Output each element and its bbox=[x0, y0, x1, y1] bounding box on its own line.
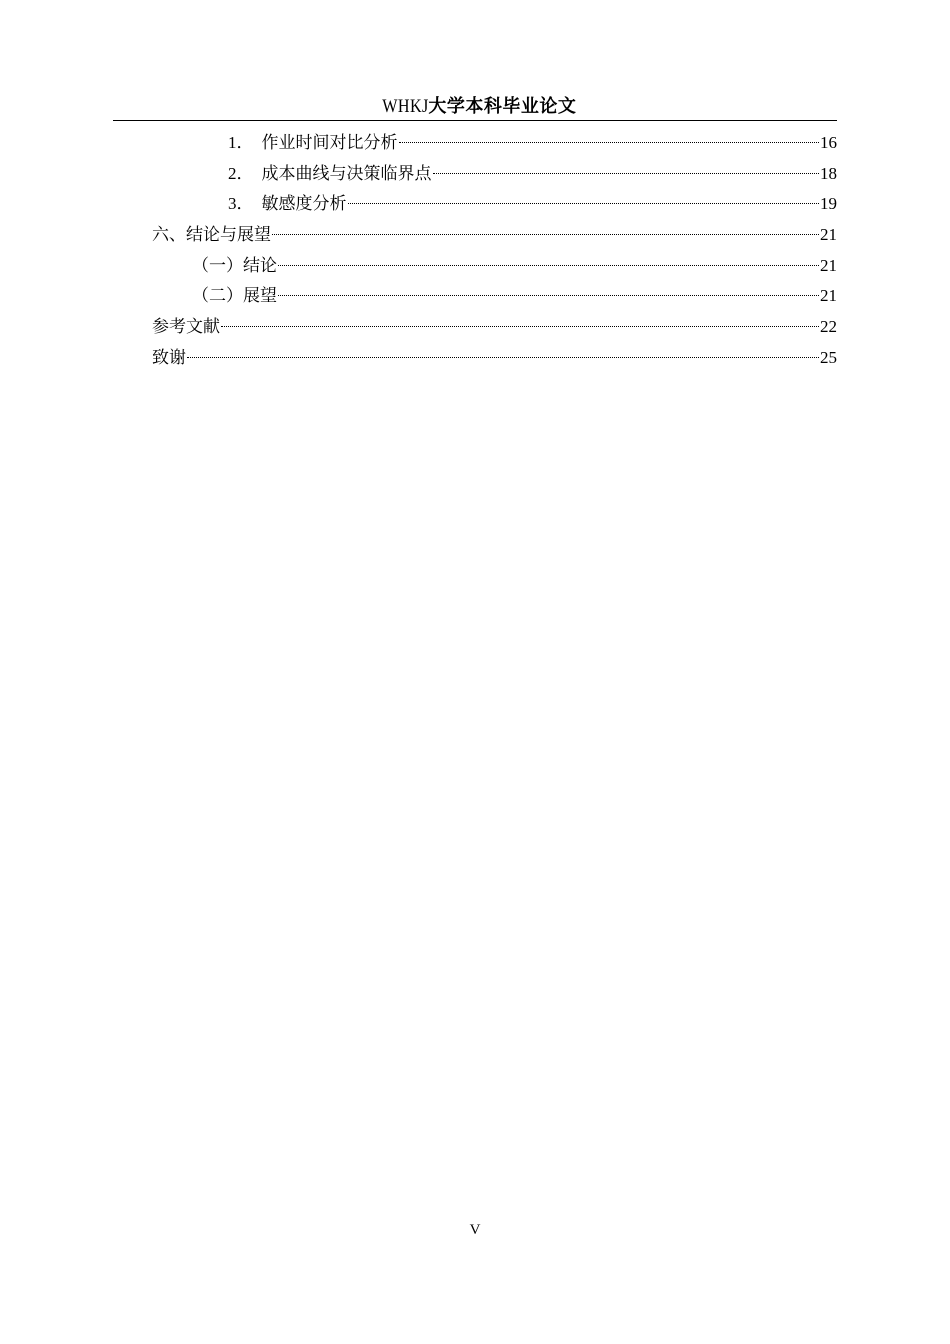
header-latin: WHKJ bbox=[381, 96, 429, 117]
header-title bbox=[374, 92, 577, 121]
toc-entry-label bbox=[228, 189, 347, 220]
toc-entry[interactable] bbox=[152, 251, 837, 282]
toc-entry[interactable] bbox=[152, 159, 837, 190]
toc-entry-text: 致谢 bbox=[152, 347, 186, 368]
toc-dot-leader bbox=[278, 295, 819, 296]
toc-dot-leader bbox=[187, 357, 819, 358]
toc-entry-number: 3． bbox=[228, 194, 254, 214]
toc-entry[interactable] bbox=[152, 189, 837, 220]
table-of-contents bbox=[152, 128, 837, 374]
toc-entry-text: （一）结论 bbox=[192, 255, 277, 276]
toc-entry-page: 21 bbox=[820, 225, 837, 245]
header-cjk-title: 大学本科毕业论文 bbox=[428, 96, 577, 117]
page-number: V bbox=[469, 1222, 481, 1238]
toc-entry[interactable] bbox=[152, 343, 837, 374]
toc-entry-label bbox=[228, 128, 398, 159]
toc-entry-text: 敏感度分析 bbox=[261, 194, 347, 215]
toc-entry-number: 2． bbox=[228, 163, 254, 183]
toc-dot-leader bbox=[278, 265, 819, 266]
toc-entry[interactable] bbox=[152, 220, 837, 251]
toc-entry-text: 参考文献 bbox=[152, 317, 220, 338]
toc-dot-leader bbox=[272, 234, 819, 235]
toc-entry-page: 22 bbox=[820, 317, 837, 337]
toc-entry-text: 作业时间对比分析 bbox=[261, 133, 398, 153]
toc-entry[interactable] bbox=[152, 128, 837, 159]
toc-entry-text: 六、结论与展望 bbox=[152, 225, 271, 246]
toc-dot-leader bbox=[221, 326, 819, 327]
toc-entry[interactable] bbox=[152, 312, 837, 343]
toc-entry-page: 21 bbox=[820, 286, 837, 306]
toc-entry-page: 16 bbox=[820, 133, 837, 152]
toc-entry-text: （二）展望 bbox=[192, 286, 277, 307]
toc-entry-page: 25 bbox=[820, 347, 837, 367]
toc-dot-leader bbox=[399, 142, 820, 143]
toc-entry-page: 21 bbox=[820, 255, 837, 275]
toc-entry-page: 19 bbox=[820, 194, 837, 214]
toc-dot-leader bbox=[433, 173, 820, 174]
toc-entry-page: 18 bbox=[820, 163, 837, 183]
toc-entry[interactable] bbox=[152, 281, 837, 312]
page-header bbox=[113, 92, 837, 121]
toc-entry-text: 成本曲线与决策临界点 bbox=[261, 163, 432, 184]
toc-entry-number: 1． bbox=[228, 133, 254, 152]
toc-dot-leader bbox=[348, 203, 820, 204]
toc-entry-label bbox=[228, 159, 432, 190]
